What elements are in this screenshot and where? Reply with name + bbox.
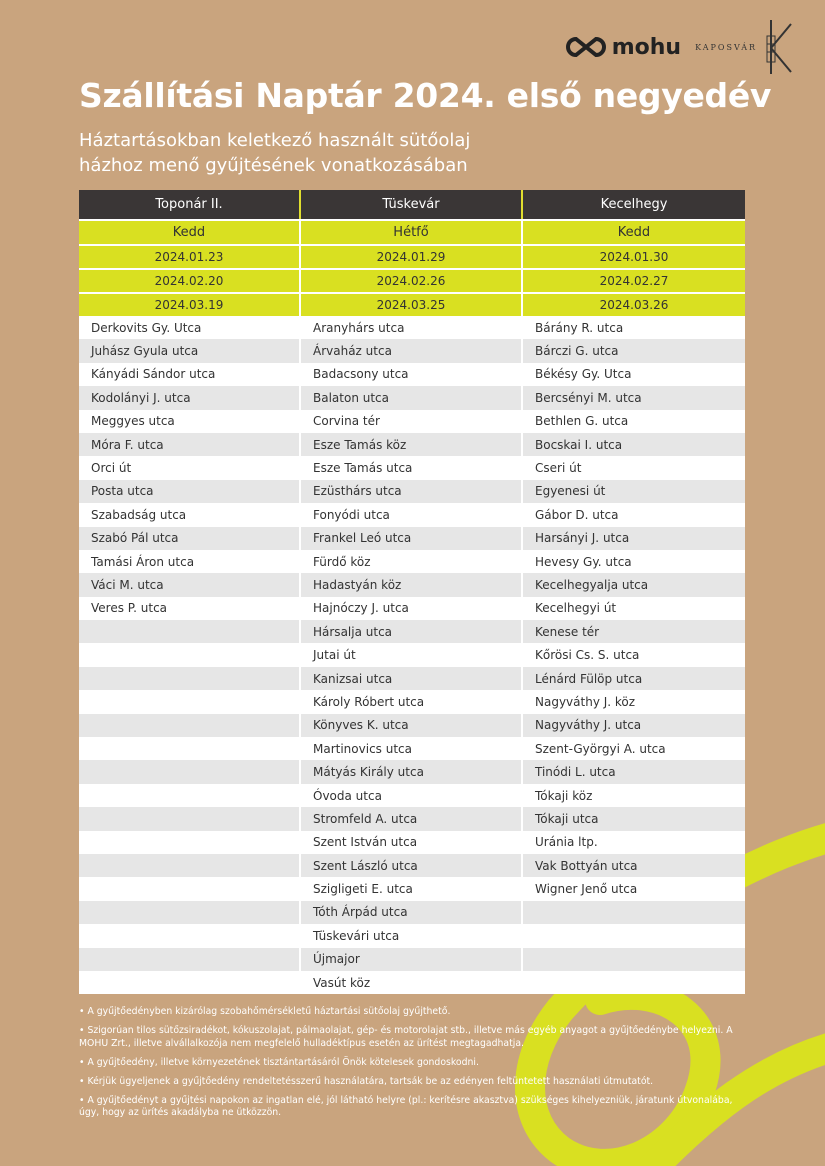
weekday-cell: Kedd bbox=[79, 219, 301, 244]
street-cell: Vasút köz bbox=[301, 971, 523, 994]
street-cell: Kecelhegyi út bbox=[523, 597, 745, 620]
street-cell: Wigner Jenő utca bbox=[523, 877, 745, 900]
street-row bbox=[79, 386, 745, 409]
street-row bbox=[79, 924, 745, 947]
date-cell: 2024.03.19 bbox=[79, 292, 301, 316]
street-cell: Harsányi J. utca bbox=[523, 527, 745, 550]
street-cell: Veres P. utca bbox=[79, 597, 301, 620]
street-cell: Szent László utca bbox=[301, 854, 523, 877]
street-cell: Kőrösi Cs. S. utca bbox=[523, 643, 745, 666]
street-cell bbox=[79, 643, 301, 666]
date-cell: 2024.02.20 bbox=[79, 268, 301, 292]
street-cell: Kányádi Sándor utca bbox=[79, 363, 301, 386]
street-row bbox=[79, 784, 745, 807]
street-cell: Tüskevári utca bbox=[301, 924, 523, 947]
mohu-logo-icon bbox=[566, 36, 606, 58]
notes-section bbox=[79, 1006, 749, 1126]
street-cell: Aranyhárs utca bbox=[301, 316, 523, 339]
street-row bbox=[79, 433, 745, 456]
date-row bbox=[79, 244, 745, 268]
street-cell bbox=[79, 667, 301, 690]
street-cell: Balaton utca bbox=[301, 386, 523, 409]
street-cell: Hevesy Gy. utca bbox=[523, 550, 745, 573]
kaposvar-logo bbox=[695, 18, 793, 76]
street-cell: Nagyváthy J. utca bbox=[523, 714, 745, 737]
street-cell: Vak Bottyán utca bbox=[523, 854, 745, 877]
street-cell: Szabadság utca bbox=[79, 503, 301, 526]
street-cell: Bárány R. utca bbox=[523, 316, 745, 339]
street-row bbox=[79, 620, 745, 643]
street-cell: Gábor D. utca bbox=[523, 503, 745, 526]
page-title: Szállítási Naptár 2024. első negyedév bbox=[79, 76, 772, 115]
street-row bbox=[79, 363, 745, 386]
street-cell bbox=[79, 854, 301, 877]
street-cell: Kecelhegyalja utca bbox=[523, 573, 745, 596]
street-cell: Kenese tér bbox=[523, 620, 745, 643]
street-cell: Lénárd Fülöp utca bbox=[523, 667, 745, 690]
street-cell: Egyenesi út bbox=[523, 480, 745, 503]
street-cell: Szigligeti E. utca bbox=[301, 877, 523, 900]
street-cell: Szent István utca bbox=[301, 831, 523, 854]
street-row bbox=[79, 316, 745, 339]
schedule-body bbox=[79, 219, 745, 316]
street-cell: Tókaji utca bbox=[523, 807, 745, 830]
district-header: Tüskevár bbox=[301, 190, 523, 219]
street-row bbox=[79, 480, 745, 503]
district-header: Kecelhegy bbox=[523, 190, 745, 219]
street-cell: Derkovits Gy. Utca bbox=[79, 316, 301, 339]
street-cell: Óvoda utca bbox=[301, 784, 523, 807]
street-cell: Szent-Györgyi A. utca bbox=[523, 737, 745, 760]
street-cell bbox=[79, 620, 301, 643]
street-cell bbox=[523, 948, 745, 971]
date-cell: 2024.01.23 bbox=[79, 244, 301, 268]
street-cell: Stromfeld A. utca bbox=[301, 807, 523, 830]
street-cell: Corvina tér bbox=[301, 410, 523, 433]
subtitle-line: házhoz menő gyűjtésének vonatkozásában bbox=[79, 155, 468, 176]
kaposvar-k-logo-icon bbox=[763, 18, 793, 76]
date-row bbox=[79, 292, 745, 316]
street-row bbox=[79, 643, 745, 666]
street-cell: Uránia ltp. bbox=[523, 831, 745, 854]
street-cell bbox=[523, 901, 745, 924]
street-cell: Bocskai I. utca bbox=[523, 433, 745, 456]
street-row bbox=[79, 877, 745, 900]
street-cell: Váci M. utca bbox=[79, 573, 301, 596]
date-cell: 2024.03.26 bbox=[523, 292, 745, 316]
street-cell: Martinovics utca bbox=[301, 737, 523, 760]
mohu-logo bbox=[566, 35, 681, 60]
street-cell: Hársalja utca bbox=[301, 620, 523, 643]
street-cell: Békésy Gy. Utca bbox=[523, 363, 745, 386]
date-cell: 2024.03.25 bbox=[301, 292, 523, 316]
mohu-logo-text: mohu bbox=[611, 34, 682, 60]
street-cell: Esze Tamás köz bbox=[301, 433, 523, 456]
street-cell: Bárczi G. utca bbox=[523, 339, 745, 362]
street-cell bbox=[79, 831, 301, 854]
street-cell: Bercsényi M. utca bbox=[523, 386, 745, 409]
street-cell: Jutai út bbox=[301, 643, 523, 666]
street-row bbox=[79, 410, 745, 433]
street-cell bbox=[79, 948, 301, 971]
kaposvar-logo-text: KAPOSVÁR bbox=[695, 42, 757, 52]
street-cell: Kanizsai utca bbox=[301, 667, 523, 690]
note-item: • Kérjük ügyeljenek a gyűjtőedény rendeltetésszerű használatára, tartsák be az edényen feltüntetett használati útmutatót. bbox=[79, 1075, 654, 1087]
street-cell bbox=[79, 714, 301, 737]
date-row bbox=[79, 268, 745, 292]
street-row bbox=[79, 807, 745, 830]
logo-bar bbox=[566, 18, 793, 76]
street-row bbox=[79, 456, 745, 479]
street-cell: Tókaji köz bbox=[523, 784, 745, 807]
street-cell: Fürdő köz bbox=[301, 550, 523, 573]
street-cell: Újmajor bbox=[301, 948, 523, 971]
schedule-table bbox=[79, 190, 745, 994]
district-header: Toponár II. bbox=[79, 190, 301, 219]
street-cell bbox=[79, 877, 301, 900]
street-cell: Árvaház utca bbox=[301, 339, 523, 362]
street-cell: Juhász Gyula utca bbox=[79, 339, 301, 362]
street-cell: Szabó Pál utca bbox=[79, 527, 301, 550]
note-item: • A gyűjtőedény, illetve környezetének tisztántartásáról Önök kötelesek gondoskodni. bbox=[79, 1056, 479, 1068]
street-cell bbox=[79, 901, 301, 924]
street-cell bbox=[79, 807, 301, 830]
street-row bbox=[79, 737, 745, 760]
street-row bbox=[79, 527, 745, 550]
subtitle-line: Háztartásokban keletkező használt sütőolaj bbox=[79, 130, 471, 151]
weekday-row bbox=[79, 219, 745, 244]
street-cell: Badacsony utca bbox=[301, 363, 523, 386]
street-cell: Könyves K. utca bbox=[301, 714, 523, 737]
street-row bbox=[79, 339, 745, 362]
street-cell bbox=[523, 924, 745, 947]
street-cell: Orci út bbox=[79, 456, 301, 479]
street-row bbox=[79, 760, 745, 783]
street-cell bbox=[79, 784, 301, 807]
street-row bbox=[79, 831, 745, 854]
date-cell: 2024.02.27 bbox=[523, 268, 745, 292]
street-cell: Mátyás Király utca bbox=[301, 760, 523, 783]
note-item: • A gyűjtőedényt a gyűjtési napokon az ingatlan elé, jól látható helyre (pl.: kerítésre akasztva) szükséges kihelyezniük, járatunk útvonalába, úgy, hogy az ürítés akadályba ne ütközzön. bbox=[79, 1094, 733, 1118]
street-cell: Posta utca bbox=[79, 480, 301, 503]
street-cell: Cseri út bbox=[523, 456, 745, 479]
street-list bbox=[79, 316, 745, 994]
street-cell: Nagyváthy J. köz bbox=[523, 690, 745, 713]
date-cell: 2024.01.30 bbox=[523, 244, 745, 268]
weekday-cell: Kedd bbox=[523, 219, 745, 244]
street-cell: Meggyes utca bbox=[79, 410, 301, 433]
street-row bbox=[79, 597, 745, 620]
street-row bbox=[79, 971, 745, 994]
street-cell bbox=[79, 924, 301, 947]
street-row bbox=[79, 503, 745, 526]
street-cell: Fonyódi utca bbox=[301, 503, 523, 526]
street-row bbox=[79, 901, 745, 924]
street-row bbox=[79, 714, 745, 737]
street-cell: Hadastyán köz bbox=[301, 573, 523, 596]
street-cell: Károly Róbert utca bbox=[301, 690, 523, 713]
street-cell: Kodolányi J. utca bbox=[79, 386, 301, 409]
street-row bbox=[79, 854, 745, 877]
street-cell bbox=[523, 971, 745, 994]
street-cell: Hajnóczy J. utca bbox=[301, 597, 523, 620]
note-item: • A gyűjtőedényben kizárólag szobahőmérsékletű háztartási sütőolaj gyűjthető. bbox=[79, 1006, 451, 1017]
street-cell bbox=[79, 971, 301, 994]
street-row bbox=[79, 690, 745, 713]
street-cell: Tóth Árpád utca bbox=[301, 901, 523, 924]
street-row bbox=[79, 573, 745, 596]
street-cell bbox=[79, 737, 301, 760]
street-cell: Tinódi L. utca bbox=[523, 760, 745, 783]
date-cell: 2024.01.29 bbox=[301, 244, 523, 268]
note-item: • Szigorúan tilos sütőzsiradékot, kókuszolajat, pálmaolajat, gép- és motorolajat stb., illetve más egyéb anyagot a gyűjtőedénybe helyezni. A MOHU Zrt., illetve alvállalkozója nem megfelelő hulladéktípus esetén az ürítést megtagadhatja. bbox=[79, 1025, 733, 1049]
street-row bbox=[79, 550, 745, 573]
street-cell: Bethlen G. utca bbox=[523, 410, 745, 433]
district-header-row bbox=[79, 190, 745, 219]
street-row bbox=[79, 667, 745, 690]
street-cell bbox=[79, 760, 301, 783]
weekday-cell: Hétfő bbox=[301, 219, 523, 244]
street-cell: Frankel Leó utca bbox=[301, 527, 523, 550]
street-cell: Esze Tamás utca bbox=[301, 456, 523, 479]
street-cell bbox=[79, 690, 301, 713]
date-cell: 2024.02.26 bbox=[301, 268, 523, 292]
street-row bbox=[79, 948, 745, 971]
page-subtitle bbox=[79, 128, 470, 178]
street-cell: Ezüsthárs utca bbox=[301, 480, 523, 503]
street-cell: Móra F. utca bbox=[79, 433, 301, 456]
street-cell: Tamási Áron utca bbox=[79, 550, 301, 573]
